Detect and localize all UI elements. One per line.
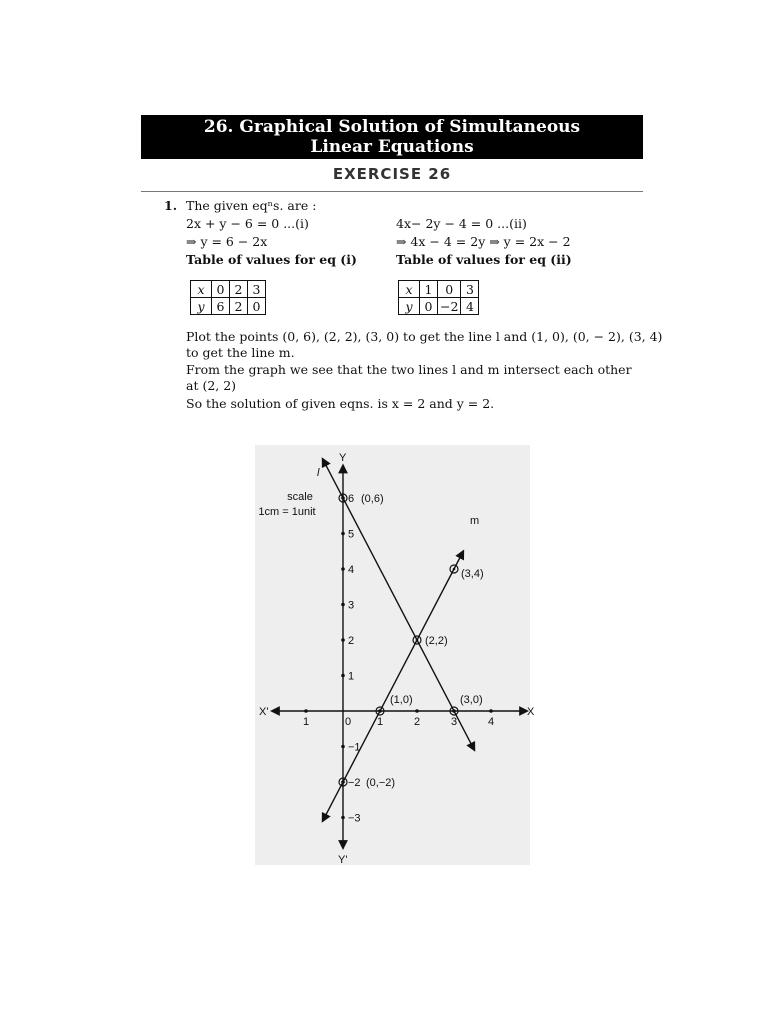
point-center-l bbox=[342, 497, 345, 500]
table-1-title: Table of values for eq (i) bbox=[186, 252, 357, 267]
table-cell: x bbox=[399, 281, 420, 298]
x-axis-label: X bbox=[527, 706, 535, 718]
table-cell: 1 bbox=[420, 281, 438, 298]
chapter-title-line1: 26. Graphical Solution of Simultaneous bbox=[203, 117, 581, 137]
y-tick-mark bbox=[341, 532, 345, 536]
table-cell: 0 bbox=[420, 298, 438, 315]
point-label: (3,4) bbox=[461, 568, 484, 580]
point-center-l bbox=[453, 710, 456, 713]
point-label: (1,0) bbox=[390, 694, 413, 706]
equation-2: 4x− 2y − 4 = 0 ...(ii) bbox=[396, 216, 527, 231]
y-tick-mark bbox=[341, 816, 345, 820]
y-tick-label: 1 bbox=[348, 670, 355, 683]
table-cell: y bbox=[399, 298, 420, 315]
y-tick-mark bbox=[341, 745, 345, 749]
x-tick-mark bbox=[304, 709, 308, 713]
table-cell: 0 bbox=[438, 281, 461, 298]
table-2-title: Table of values for eq (ii) bbox=[396, 252, 572, 267]
y-tick-label: −2 bbox=[348, 777, 361, 789]
x-tick-label: 1 bbox=[377, 716, 384, 728]
y-tick-label: −1 bbox=[348, 741, 361, 754]
point-center-m bbox=[453, 568, 456, 571]
origin-label: 0 bbox=[345, 716, 352, 728]
scale-label: scale bbox=[287, 491, 313, 503]
x-tick-label: 1 bbox=[303, 716, 310, 728]
paragraph-plot-line1: Plot the points (0, 6), (2, 2), (3, 0) to get the line l and (1, 0), (0, − 2), (3, 4) bbox=[186, 329, 663, 344]
y-tick-label: −3 bbox=[348, 812, 361, 825]
exercise-heading: EXERCISE 26 bbox=[332, 165, 452, 183]
x-axis-neg-label: X' bbox=[259, 706, 269, 718]
y-tick-label: 5 bbox=[348, 528, 355, 541]
x-tick-mark bbox=[489, 709, 493, 713]
y-tick-mark bbox=[341, 638, 345, 642]
x-tick-label: 3 bbox=[451, 716, 458, 728]
paragraph-intersect-line1: From the graph we see that the two lines l and m intersect each other bbox=[186, 362, 632, 377]
table-cell: −2 bbox=[438, 298, 461, 315]
scale-value: 1cm = 1unit bbox=[258, 506, 316, 518]
paragraph-intersect-line2: at (2, 2) bbox=[186, 378, 237, 393]
question-intro: The given eqⁿs. are : bbox=[186, 198, 317, 213]
point-label: (0,6) bbox=[361, 493, 384, 505]
table-cell: 0 bbox=[248, 298, 266, 315]
table-cell: 3 bbox=[248, 281, 266, 298]
paragraph-plot-line2: to get the line m. bbox=[186, 345, 295, 360]
table-cell: 4 bbox=[461, 298, 479, 315]
y-tick-mark bbox=[341, 674, 345, 678]
point-center-m bbox=[342, 781, 345, 784]
table-cell: y bbox=[191, 298, 212, 315]
y-axis-label: Y bbox=[339, 452, 347, 464]
x-tick-label: 2 bbox=[414, 716, 421, 728]
x-tick-mark bbox=[415, 709, 419, 713]
x-tick-label: 4 bbox=[488, 716, 495, 728]
table-cell: 2 bbox=[230, 298, 248, 315]
table-cell: x bbox=[191, 281, 212, 298]
chapter-title-line2: Linear Equations bbox=[310, 137, 474, 157]
line-m-label: m bbox=[470, 515, 480, 527]
point-label: (0,−2) bbox=[366, 777, 396, 789]
y-tick-mark bbox=[341, 603, 345, 607]
paragraph-solution: So the solution of given eqns. is x = 2 and y = 2. bbox=[186, 396, 495, 411]
line-l-label: l bbox=[317, 467, 320, 479]
table-cell: 6 bbox=[212, 298, 230, 315]
equation-1: 2x + y − 6 = 0 ...(i) bbox=[186, 216, 309, 231]
y-tick-label: 4 bbox=[348, 564, 355, 576]
table-cell: 2 bbox=[230, 281, 248, 298]
y-tick-label: 3 bbox=[348, 599, 355, 612]
equation-1-solved: ⇒ y = 6 − 2x bbox=[186, 234, 268, 249]
y-tick-label: 6 bbox=[348, 493, 355, 505]
point-center-m bbox=[379, 710, 382, 713]
table-cell: 3 bbox=[461, 281, 479, 298]
line-l bbox=[323, 459, 475, 750]
table-cell: 0 bbox=[212, 281, 230, 298]
y-tick-mark bbox=[341, 567, 345, 571]
point-label: (3,0) bbox=[460, 694, 483, 706]
question-number: 1. bbox=[164, 198, 178, 213]
y-axis-neg-label: Y' bbox=[338, 854, 348, 866]
y-tick-label: 2 bbox=[348, 635, 355, 647]
point-label: (2,2) bbox=[425, 635, 448, 647]
equation-2-solved: ⇒ 4x − 4 = 2y ⇒ y = 2x − 2 bbox=[396, 234, 571, 249]
